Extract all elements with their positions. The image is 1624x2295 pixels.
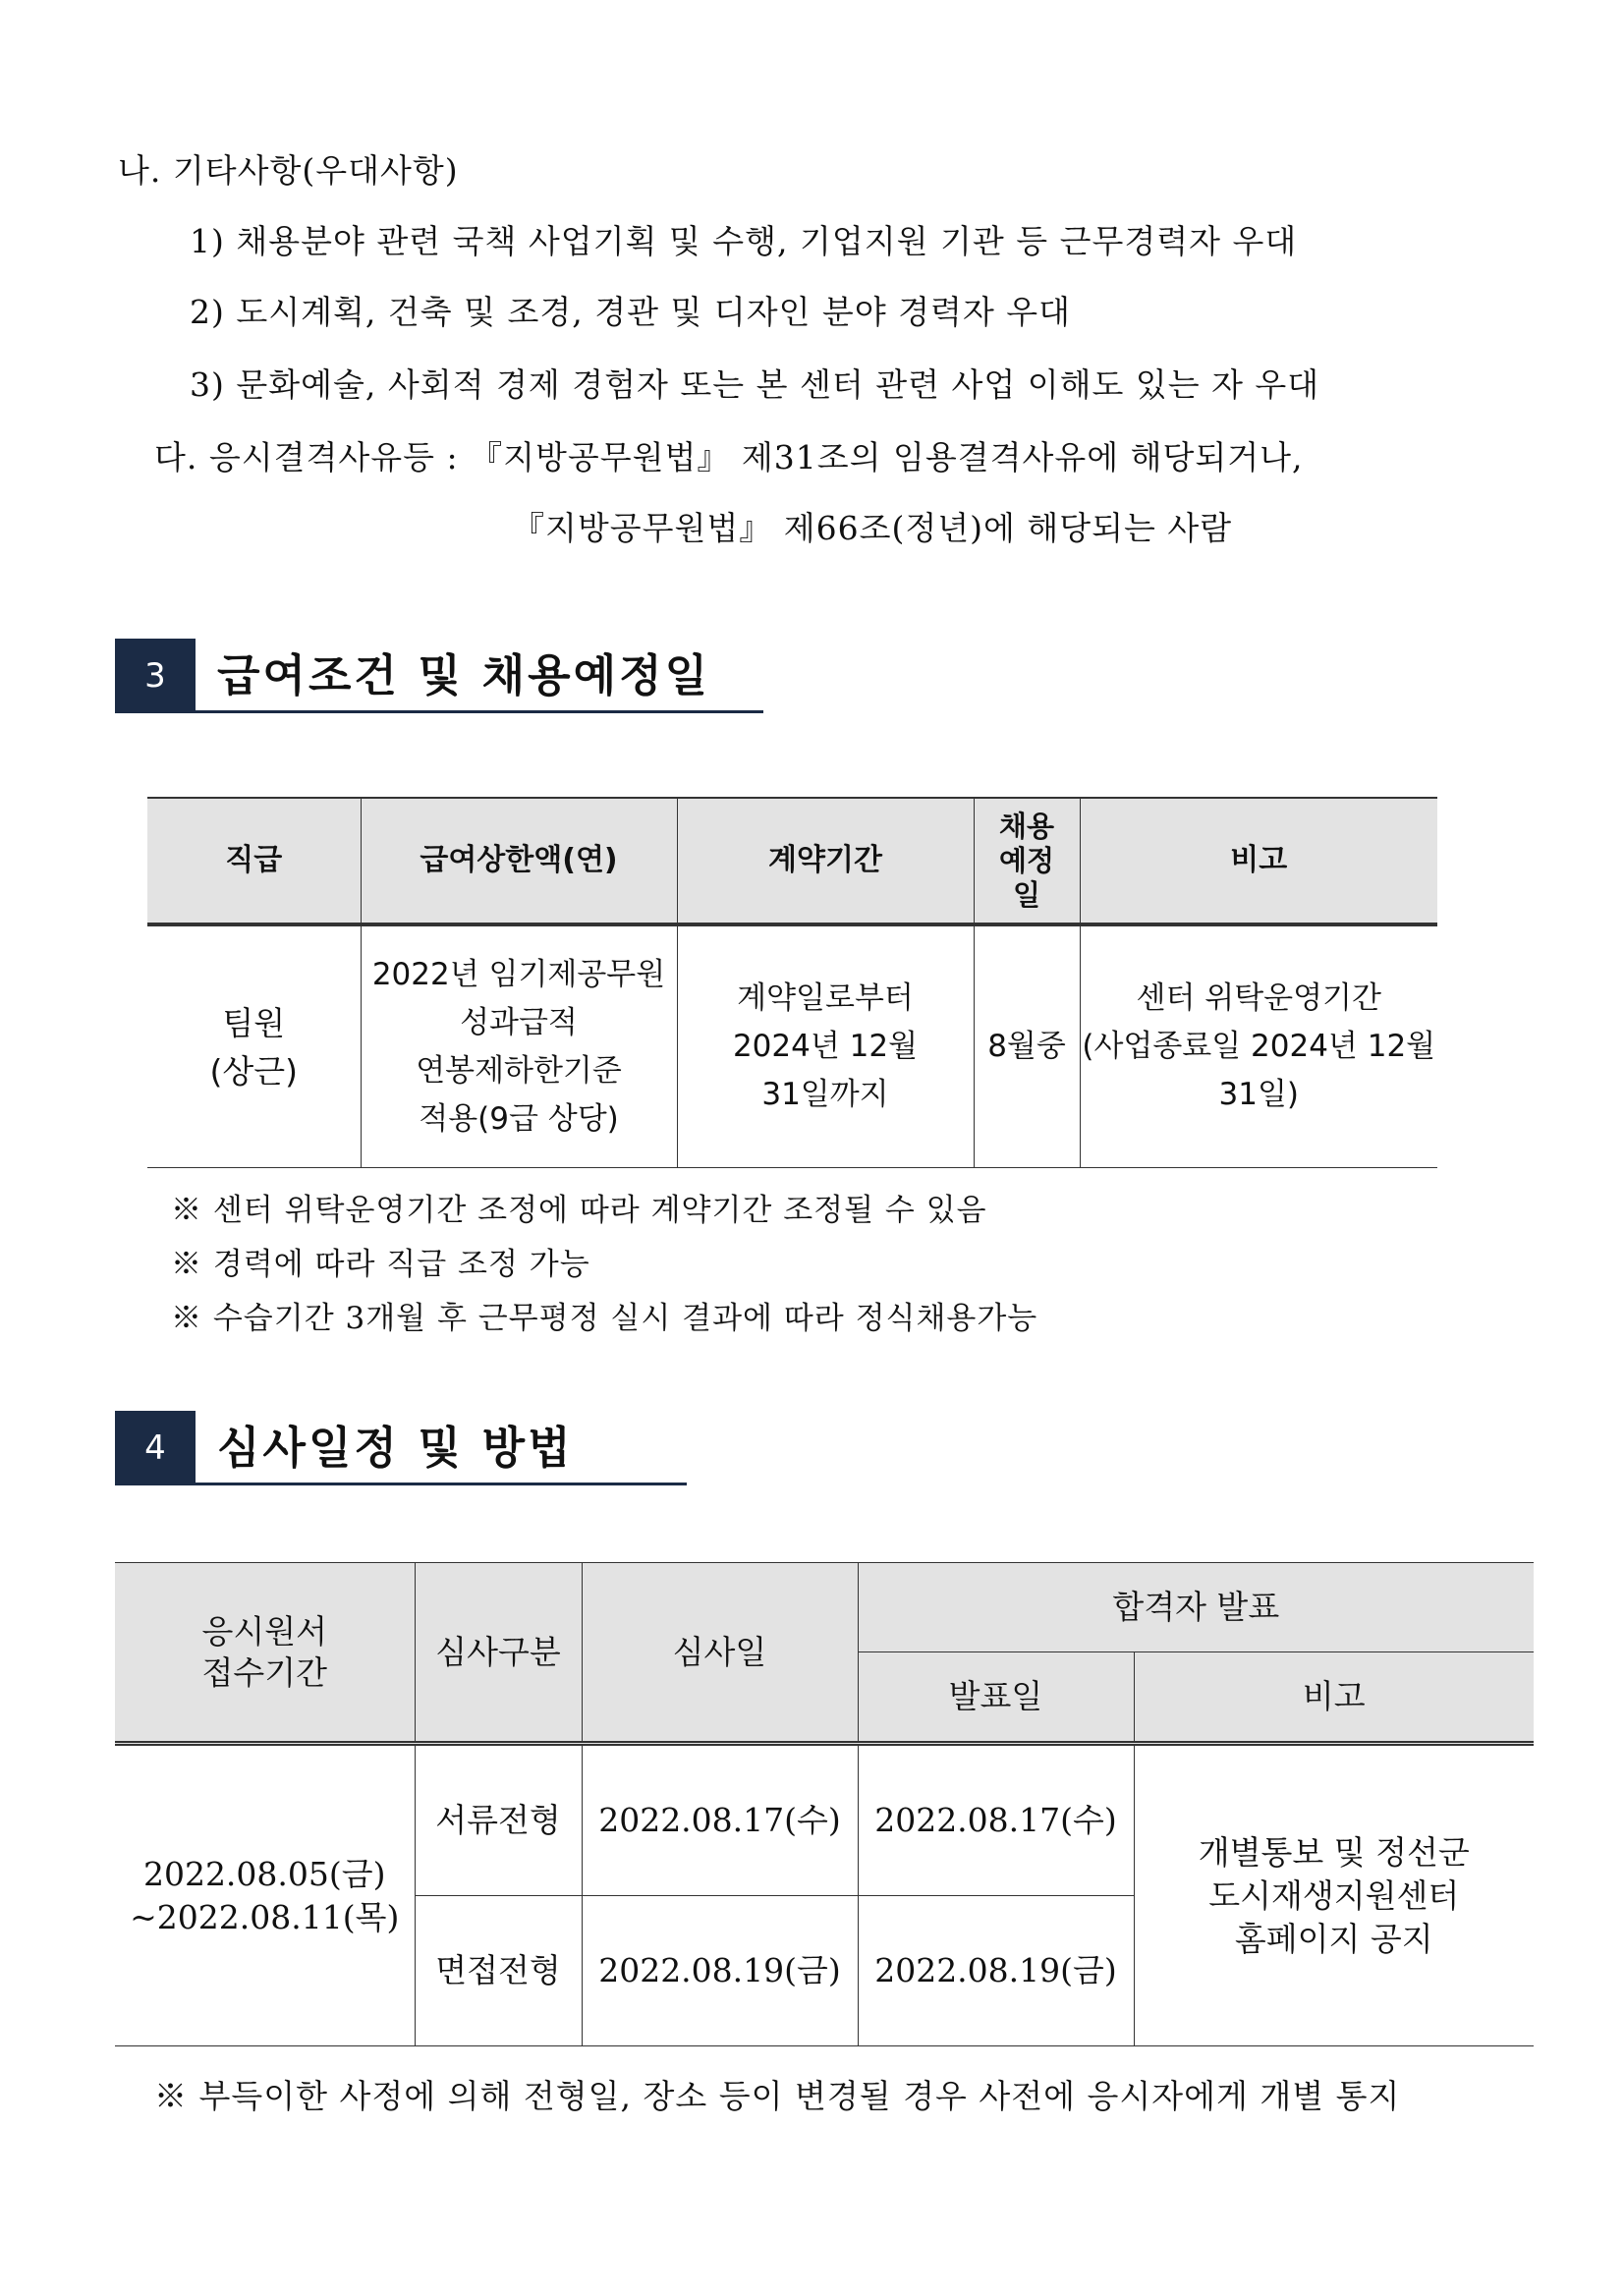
- cell-exam-date-1: 2022.08.17(수): [582, 1744, 858, 1896]
- cell-hire-date: 8월중: [974, 924, 1080, 1168]
- table-note-3: ※ 수습기간 3개월 후 근무평정 실시 결과에 따라 정식채용가능: [171, 1301, 1038, 1336]
- cell-exam-date-2: 2022.08.19(금): [582, 1896, 858, 2046]
- section-4-title: 심사일정 및 방법: [217, 1422, 574, 1474]
- schedule-footnote: ※ 부득이한 사정에 의해 전형일, 장소 등이 변경될 경우 사전에 응시자에게 개별 통지: [154, 2077, 1401, 2115]
- cell-type-2: 면접전형: [415, 1896, 582, 2046]
- section-4-header: [115, 1411, 685, 1485]
- schedule-table: [115, 1562, 1534, 2046]
- header-note: 비고: [1134, 1652, 1534, 1744]
- cell-rank: 팀원 (상근): [147, 924, 361, 1168]
- section-4-number: 4: [115, 1411, 196, 1485]
- cell-salary: 2022년 임기제공무원 성과급적 연봉제하한기준 적용(9급 상당): [361, 924, 677, 1168]
- header-rank: 직급: [147, 798, 361, 924]
- cell-note: 센터 위탁운영기간 (사업종료일 2024년 12월 31일): [1080, 924, 1437, 1168]
- cell-period: 2022.08.05(금) ~2022.08.11(목): [115, 1744, 415, 2046]
- header-note: 비고: [1080, 798, 1437, 924]
- header-period: 응시원서 접수기간: [115, 1563, 415, 1744]
- preference-item-1: 1) 채용분야 관련 국책 사업기획 및 수행, 기업지원 기관 등 근무경력자 우대: [190, 222, 1298, 260]
- header-salary: 급여상한액(연): [361, 798, 677, 924]
- table-note-1: ※ 센터 위탁운영기간 조정에 따라 계약기간 조정될 수 있음: [171, 1193, 987, 1228]
- cell-note: 개별통보 및 정선군 도시재생지원센터 홈페이지 공지: [1134, 1744, 1534, 2046]
- preference-item-2: 2) 도시계획, 건축 및 조경, 경관 및 디자인 분야 경력자 우대: [190, 293, 1072, 331]
- cell-contract: 계약일로부터 2024년 12월 31일까지: [677, 924, 974, 1168]
- cell-announce-date-2: 2022.08.19(금): [858, 1896, 1134, 2046]
- header-exam-date: 심사일: [582, 1563, 858, 1744]
- cell-type-1: 서류전형: [415, 1744, 582, 1896]
- header-announce-date: 발표일: [858, 1652, 1134, 1744]
- da-line-2: 『지방공무원법』 제66조(정년)에 해당되는 사람: [512, 509, 1233, 547]
- section-3-title: 급여조건 및 채용예정일: [217, 649, 711, 701]
- da-line-1: 다. 응시결격사유등 : 『지방공무원법』 제31조의 임용결격사유에 해당되거나,: [154, 438, 1304, 476]
- header-contract: 계약기간: [677, 798, 974, 924]
- table-note-2: ※ 경력에 따라 직급 조정 가능: [171, 1247, 590, 1282]
- section-3-number: 3: [115, 639, 196, 713]
- section-3-underline: [196, 710, 763, 713]
- header-hire-date: 채용 예정 일: [974, 798, 1080, 924]
- salary-table: [147, 797, 1437, 1168]
- header-type: 심사구분: [415, 1563, 582, 1744]
- na-heading: 나. 기타사항(우대사항): [118, 151, 459, 190]
- section-3-header: [115, 639, 763, 713]
- preference-item-3: 3) 문화예술, 사회적 경제 경험자 또는 본 센터 관련 사업 이해도 있는 자 우대: [190, 365, 1320, 404]
- header-announce: 합격자 발표: [858, 1563, 1534, 1652]
- section-4-underline: [196, 1483, 687, 1485]
- cell-announce-date-1: 2022.08.17(수): [858, 1744, 1134, 1896]
